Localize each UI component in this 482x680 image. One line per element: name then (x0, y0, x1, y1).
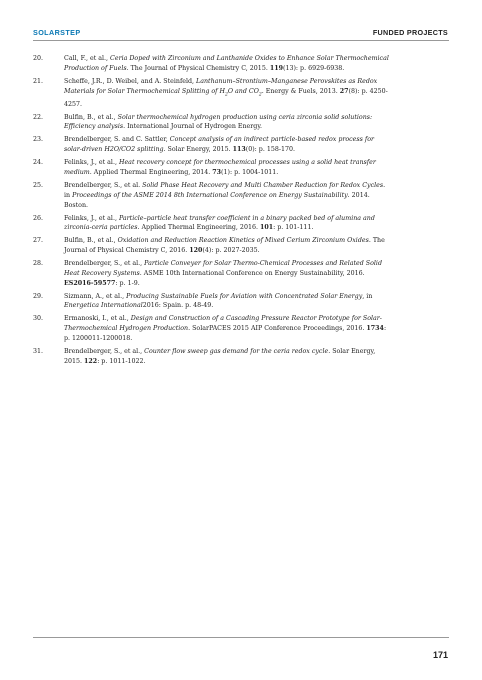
reference-number: 28. (33, 260, 44, 268)
reference-text (64, 237, 385, 254)
reference-text-part: . The Journal of Physical Chemistry C, 2015. (126, 64, 270, 72)
reference-title-part: . (261, 87, 264, 95)
reference-title-part: 2 (225, 91, 228, 97)
reference-text-part: : p. 1011-1022. (97, 357, 146, 365)
reference-text (64, 315, 386, 342)
page-header (0, 0, 482, 40)
reference-text-part: Brendelberger, S. and C. Sattler, (64, 136, 170, 144)
reference-text-part: . Applied Thermal Engineering, 2014. (89, 168, 213, 176)
reference-volume: 120 (189, 247, 203, 255)
reference-text-part: Energy & Fuels, 2013. (263, 87, 340, 95)
reference-text (64, 78, 388, 108)
reference-text-part: : p. 1-9. (115, 279, 140, 287)
reference-text-part: (0): p. 158-170. (245, 146, 296, 154)
reference-text (64, 348, 375, 365)
reference-text-part: Felinks, J., et al., (64, 159, 119, 167)
reference-text-part: . ASME 10th International Conference on Energy Sustainability, 2016. (139, 269, 365, 277)
reference-text-part: : p. 1200011-1200018. (64, 325, 387, 343)
reference-text-part: : p. 101-111. (273, 224, 314, 232)
header-divider (33, 40, 449, 41)
reference-title-part: Solid Phase Heat Recovery and Multi Chamber Reduction for Redox Cycles (142, 181, 384, 189)
reference-title-part: Solar thermochemical hydrogen production using ceria zirconia solid solutions: Efficiency analysis (64, 113, 373, 131)
reference-text-part: Scheffe, J.R., D. Weibel, and A. Steinfeld, (64, 77, 197, 85)
reference-title-part: O and CO (227, 87, 259, 95)
reference-title-part: Lanthanum–Strontium–Manganese Perovskites as Redox Materials for Solar Thermochemical Splitting of H (64, 77, 378, 95)
reference-entry (33, 54, 449, 74)
reference-text-part: . Solar Energy, 2015. (64, 348, 376, 365)
reference-list (33, 54, 449, 370)
reference-text-part: 2016: Spain. p. 48-49. (142, 302, 214, 310)
reference-volume: 113 (232, 146, 246, 154)
reference-volume: 122 (84, 357, 98, 365)
reference-text-part: (4): p. 2027-2035. (202, 247, 260, 255)
reference-text (64, 215, 375, 232)
reference-text-part: Brendelberger, S., et al., (64, 348, 145, 356)
reference-text-part: . International Journal of Hydrogen Energy. (123, 123, 263, 131)
reference-title-part: Oxidation and Reduction Reaction Kinetics of Mixed Cerium Zirconium Oxides (117, 237, 369, 245)
page-number: 171 (432, 650, 448, 660)
reference-text-part: Brendelberger, S., et al. (64, 181, 143, 189)
reference-title-part: Design and Construction of a Cascading Pressure Reactor Prototype for Solar-Thermochemical Hydrogen Production (64, 315, 382, 333)
reference-text-part: . SolarPACES 2015 AIP Conference Proceedings, 2016. (188, 325, 367, 333)
reference-text (64, 114, 372, 131)
reference-text-part: . 2014. Boston. (64, 191, 370, 209)
reference-title-part: Energetica International (64, 302, 143, 310)
reference-number: 29. (33, 292, 44, 300)
reference-title-part: Ceria Doped with Zirconium and Lanthanide Oxides to Enhance Solar Thermochemical Production of Fuels (64, 55, 389, 72)
reference-volume: 101 (259, 224, 274, 232)
reference-entry (33, 314, 449, 343)
reference-number: 27. (33, 237, 44, 245)
reference-entry (33, 259, 449, 288)
reference-number: 23. (33, 136, 44, 144)
reference-text-part: Sizmann, A., et al., (64, 292, 127, 300)
reference-text-part: Felinks, J., et al., (64, 214, 119, 222)
reference-text (64, 260, 382, 287)
reference-text-part: (8): p. 4250-4257. (64, 87, 388, 108)
reference-volume: 27 (339, 87, 349, 95)
reference-text-part: . The Journal of Physical Chemistry C, 2016. (64, 237, 385, 255)
running-header-project: SOLARSTEP (33, 28, 81, 37)
reference-text (64, 136, 374, 153)
reference-volume: ES2016-59577 (64, 279, 116, 287)
reference-text-part: . Applied Thermal Engineering, 2016. (137, 224, 260, 232)
reference-text-part: (13): p. 6929-6938. (282, 64, 345, 72)
reference-number: 26. (33, 214, 44, 222)
reference-entry (33, 292, 449, 312)
reference-text-part: Ermanoski, I., et al., (64, 315, 131, 323)
reference-text (64, 182, 385, 209)
reference-number: 21. (33, 77, 44, 85)
reference-entry (33, 113, 449, 133)
reference-text (64, 55, 389, 72)
reference-title-part: Particle Conveyer for Solar Thermo-Chemical Processes and Related Solid Heat Recovery Systems (64, 260, 382, 277)
reference-entry (33, 77, 449, 110)
reference-text (64, 293, 372, 310)
reference-text-part: . in (64, 181, 386, 199)
reference-text-part: Brendelberger, S., et al., (64, 260, 145, 268)
reference-title-part: Producing Sustainable Fuels for Aviation with Concentrated Solar Energy (126, 292, 363, 300)
reference-volume: 1734 (366, 325, 384, 333)
reference-text-part: Bulfin, B., et al., (64, 113, 118, 121)
reference-title-part: Proceedings of the ASME 2014 8th International Conference on Energy Sustainability (72, 191, 348, 199)
reference-number: 25. (33, 181, 44, 189)
reference-entry (33, 158, 449, 178)
reference-title-part: Concept analysis of an indirect particle-based redox process for solar-driven H2O/CO2 splitting (64, 136, 375, 154)
reference-entry (33, 347, 449, 367)
footer-divider (33, 637, 449, 638)
reference-text-part: . Solar Energy, 2015. (163, 146, 233, 154)
reference-entry (33, 236, 449, 256)
reference-title-part: Particle–particle heat transfer coefficient in a binary packed bed of alumina and zirconia-ceria particles (64, 214, 375, 232)
reference-number: 22. (33, 113, 44, 121)
reference-number: 30. (33, 315, 44, 323)
reference-title-part: 2 (258, 91, 262, 97)
reference-text-part: Bulfin, B., et al., (64, 237, 118, 245)
reference-number: 31. (33, 348, 44, 356)
reference-entry (33, 135, 449, 155)
reference-text-part: , in (362, 292, 373, 300)
reference-text (64, 159, 376, 176)
reference-text-part: (1): p. 1004-1011. (221, 168, 279, 176)
reference-volume: 119 (269, 64, 283, 72)
reference-volume: 73 (212, 168, 222, 176)
reference-number: 20. (33, 55, 44, 62)
reference-title-part: Counter flow sweep gas demand for the ceria redox cycle (144, 348, 329, 356)
reference-number: 24. (33, 159, 44, 167)
running-header-section: FUNDED PROJECTS (372, 28, 448, 37)
reference-entry (33, 181, 449, 210)
reference-entry (33, 214, 449, 234)
reference-title-part: Heat recovery concept for thermochemical processes using a solid heat transfer medium (64, 159, 376, 176)
reference-text-part: Call, F., et al., (64, 55, 111, 62)
